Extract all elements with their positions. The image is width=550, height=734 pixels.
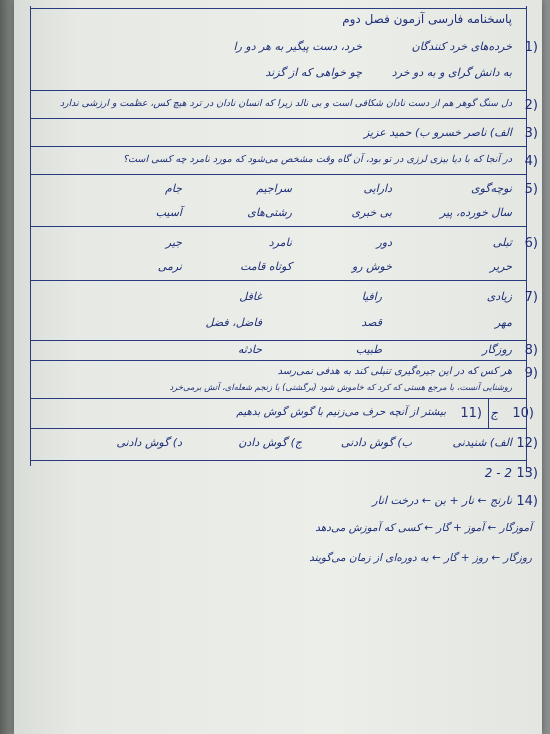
- q9-number: 9): [524, 366, 538, 381]
- q6-cell: تبلی: [492, 236, 512, 249]
- q7-cell: زیادی: [486, 290, 512, 303]
- q7-cell: فاضل، فضل: [205, 316, 262, 329]
- q1-line: به دانش گرای و به دو خرد: [391, 66, 512, 79]
- q7-number: 7): [524, 290, 538, 305]
- q12-option: د) گوش دادنی: [116, 436, 182, 449]
- divider: [30, 398, 526, 399]
- q10-q11-separator: [488, 398, 489, 428]
- divider: [30, 226, 526, 227]
- q5-number: 5): [524, 182, 538, 197]
- q6-cell: کوتاه قامت: [240, 260, 292, 273]
- frame-top: [30, 8, 526, 9]
- q5-cell: آسیب: [155, 206, 182, 219]
- q5-cell: رشتی‌های: [247, 206, 292, 219]
- q3-text: الف) ناصر خسرو ب) حمید عزیز: [363, 126, 512, 139]
- q9-line: هر کس که در این جیره‌گیری تنبلی کند به هدفی نمی‌رسد: [277, 366, 512, 377]
- divider: [30, 146, 526, 147]
- q8-number: 8): [524, 343, 538, 358]
- q4-number: 4): [524, 154, 538, 169]
- q14-line: روزگار ← روز + گار ← به دوره‌ای از زمان می‌گویند: [309, 552, 532, 564]
- q14-line: نارنج ← نار + بن ← درخت انار: [372, 494, 512, 507]
- q6-number: 6): [524, 236, 538, 251]
- q5-cell: سراجیم: [256, 182, 292, 195]
- q13-text: 2 - 2: [484, 466, 512, 480]
- q1-line: خرده‌های خرد کنندگان: [411, 40, 512, 53]
- page-title: پاسخنامه فارسی آزمون فصل دوم: [342, 12, 512, 26]
- q7-cell: مهر: [494, 316, 512, 329]
- q6-cell: خوش رو: [351, 260, 392, 273]
- q14-number: 14): [516, 494, 538, 509]
- q12-option: ب) گوش دادنی: [340, 436, 412, 449]
- q5-cell: جام: [165, 182, 182, 195]
- q8-cell: طبیب: [355, 343, 382, 356]
- q7-cell: قصد: [361, 316, 382, 329]
- q1-number: 1): [524, 40, 538, 55]
- q1-line: خرد، دست پیگیر به هر دو را: [233, 40, 362, 53]
- q5-cell: سال خورده، پیر: [439, 206, 512, 219]
- q6-cell: نامرد: [268, 236, 292, 249]
- q5-cell: بی خبری: [351, 206, 392, 219]
- q4-text: در آنجا که با دیا بیزی لرزی در تو بود، آن گاه وقت مشخص می‌شود که مورد نامرد چه کسی است؟: [122, 154, 512, 165]
- answer-sheet: [14, 0, 542, 734]
- q1-line: چو خواهی که از گزند: [265, 66, 362, 79]
- q2-number: 2): [524, 98, 538, 113]
- q9-line: روشنایی آنست، با مرجع هستی که کرد که خاموش شود (برگشتی) با زنجم شعله‌ای، آتش برمی‌خرد: [169, 382, 512, 392]
- divider: [30, 280, 526, 281]
- q10-answer: ج: [490, 406, 498, 420]
- q3-number: 3): [524, 126, 538, 141]
- q11-text: بیشتر از آنچه حرف می‌زنیم با گوش گوش بدهیم: [236, 406, 446, 418]
- divider: [30, 340, 526, 341]
- q12-number: 12): [516, 436, 538, 451]
- q10-number: 10): [512, 406, 534, 421]
- q13-number: 13): [516, 466, 538, 481]
- q6-cell: حریر: [490, 260, 512, 273]
- q6-cell: جیر: [165, 236, 182, 249]
- q7-cell: غافل: [239, 290, 262, 303]
- q8-cell: حادثه: [237, 343, 262, 356]
- q5-cell: نوچه‌گوی: [471, 182, 512, 195]
- q7-cell: رافیا: [361, 290, 382, 303]
- q12-option: الف) شنیدنی: [452, 436, 512, 449]
- q6-cell: نرمی: [157, 260, 182, 273]
- q5-cell: دارایی: [363, 182, 392, 195]
- divider: [30, 118, 526, 119]
- q14-line: آموزگار ← آموز + گار ← کسی که آموزش می‌دهد: [315, 522, 532, 534]
- q2-text: دل سنگ گوهر هم از دست نادان شکافی است و بی نالد زیرا که انسان نادان در ترد هیچ کس، عظمت و ارزشی ندارد: [59, 98, 512, 109]
- q12-option: ج) گوش دادن: [238, 436, 302, 449]
- divider: [30, 90, 526, 91]
- q11-number: 11): [460, 406, 482, 421]
- q6-cell: دور: [376, 236, 392, 249]
- divider: [30, 428, 526, 429]
- q8-cell: روزگار: [482, 343, 512, 356]
- divider: [30, 360, 526, 361]
- divider: [30, 460, 526, 461]
- frame-left: [30, 6, 31, 466]
- divider: [30, 174, 526, 175]
